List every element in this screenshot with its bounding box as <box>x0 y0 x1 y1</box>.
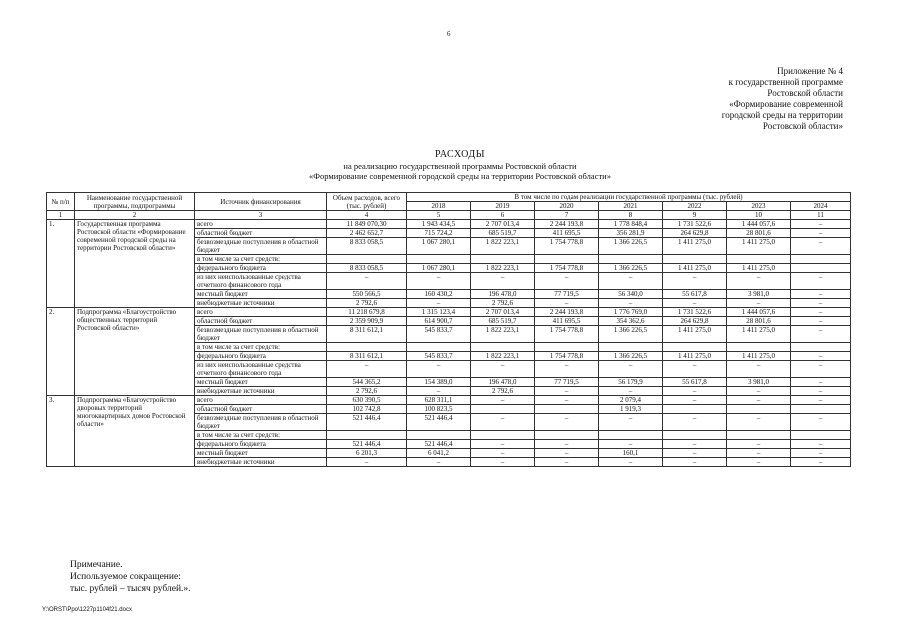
funding-source-cell: безвозмездные поступления в областной бюджет <box>195 414 327 431</box>
year-value-cell <box>663 405 727 414</box>
appendix-line: городской среды на территории <box>721 110 843 120</box>
appendix-line: к государственной программе <box>728 77 843 87</box>
note-line: Примечание. <box>70 560 123 570</box>
year-value-cell: 1 754 778,8 <box>535 264 599 273</box>
total-cell: – <box>327 361 407 378</box>
year-value-cell: – <box>727 414 791 431</box>
year-value-cell: 1 754 778,8 <box>535 238 599 255</box>
year-value-cell <box>791 255 851 264</box>
total-cell: 630 390,5 <box>327 396 407 405</box>
total-cell: 550 566,5 <box>327 290 407 299</box>
funding-source-cell: в том числе за счет средств: <box>195 255 327 264</box>
total-cell: 8 833 058,5 <box>327 238 407 255</box>
year-value-cell: – <box>663 440 727 449</box>
appendix-line: Ростовской области» <box>762 121 843 131</box>
year-value-cell: 160 430,2 <box>407 290 471 299</box>
year-value-cell: – <box>535 458 599 467</box>
year-value-cell: 1 822 223,1 <box>471 326 535 343</box>
year-value-cell <box>471 405 535 414</box>
year-value-cell: 3 981,0 <box>727 378 791 387</box>
year-value-cell: – <box>791 440 851 449</box>
year-value-cell: – <box>727 299 791 308</box>
year-value-cell: – <box>791 361 851 378</box>
year-value-cell: – <box>663 449 727 458</box>
year-value-cell: – <box>599 273 663 290</box>
year-value-cell: – <box>791 387 851 396</box>
total-cell: 102 742,8 <box>327 405 407 414</box>
note-block <box>70 559 191 595</box>
year-value-cell: 1 411 275,0 <box>663 352 727 361</box>
year-value-cell: – <box>727 387 791 396</box>
funding-source-cell: из них неиспользованные средства отчетного финансового года <box>195 273 327 290</box>
year-value-cell: – <box>791 290 851 299</box>
total-cell: 6 201,3 <box>327 449 407 458</box>
year-value-cell: – <box>791 238 851 255</box>
total-cell: 2 792,6 <box>327 299 407 308</box>
year-value-cell: – <box>663 299 727 308</box>
year-value-cell: 3 981,0 <box>727 290 791 299</box>
year-value-cell: 715 724,2 <box>407 229 471 238</box>
total-cell: 521 446,4 <box>327 414 407 431</box>
year-value-cell: 264 629,8 <box>663 317 727 326</box>
column-number: 11 <box>791 211 851 220</box>
year-value-cell: – <box>791 299 851 308</box>
year-value-cell: 196 478,0 <box>471 290 535 299</box>
year-value-cell: 354 362,6 <box>599 317 663 326</box>
year-value-cell <box>599 431 663 440</box>
year-value-cell: – <box>791 352 851 361</box>
year-value-cell: – <box>407 299 471 308</box>
year-value-cell: 77 719,5 <box>535 290 599 299</box>
funding-source-cell: местный бюджет <box>195 449 327 458</box>
column-number: 4 <box>327 211 407 220</box>
year-value-cell <box>663 255 727 264</box>
column-number: 1 <box>47 211 75 220</box>
total-cell <box>327 343 407 352</box>
year-value-cell: 1 315 123,4 <box>407 308 471 317</box>
year-value-cell <box>535 255 599 264</box>
funding-source-cell: областной бюджет <box>195 317 327 326</box>
table-row <box>47 396 851 405</box>
funding-source-cell: федерального бюджета <box>195 352 327 361</box>
program-name-cell: Подпрограмма «Благоустройство дворовых территорий многоквартирных домов Ростовской области» <box>75 396 195 467</box>
year-value-cell: 1 754 778,8 <box>535 352 599 361</box>
column-number: 9 <box>663 211 727 220</box>
total-cell: 521 446,4 <box>327 440 407 449</box>
year-value-cell: 545 833,7 <box>407 326 471 343</box>
year-value-cell: – <box>535 396 599 405</box>
year-value-cell: 1 776 769,0 <box>599 308 663 317</box>
column-number: 10 <box>727 211 791 220</box>
file-path: Y:\ORST\Ppo\1227p1104f21.docx <box>42 607 132 613</box>
funding-source-cell: безвозмездные поступления в областной бюджет <box>195 326 327 343</box>
year-value-cell: 1 444 057,6 <box>727 220 791 229</box>
year-value-cell: 1 411 275,0 <box>663 238 727 255</box>
year-value-cell: 685 519,7 <box>471 229 535 238</box>
year-value-cell: – <box>791 220 851 229</box>
year-value-cell: 1 411 275,0 <box>663 326 727 343</box>
year-value-cell: 1 366 226,5 <box>599 352 663 361</box>
year-value-cell: – <box>791 458 851 467</box>
year-value-cell: 56 340,0 <box>599 290 663 299</box>
funding-source-cell: местный бюджет <box>195 378 327 387</box>
table-row <box>47 220 851 229</box>
document-subtitle: на реализацию государственной программы Ростовской области <box>343 161 577 171</box>
year-value-cell: – <box>471 458 535 467</box>
year-value-cell: – <box>791 414 851 431</box>
total-cell: 2 359 909,9 <box>327 317 407 326</box>
funding-source-cell: федерального бюджета <box>195 440 327 449</box>
column-number: 8 <box>599 211 663 220</box>
funding-source-cell: внебюджетные источники <box>195 387 327 396</box>
year-value-cell: 55 617,8 <box>663 290 727 299</box>
column-number: 2 <box>75 211 195 220</box>
appendix-header <box>623 66 843 132</box>
total-cell: 11 218 679,8 <box>327 308 407 317</box>
year-value-cell: 1 444 057,6 <box>727 308 791 317</box>
appendix-line: Приложение № 4 <box>777 66 843 76</box>
year-value-cell: – <box>407 458 471 467</box>
title-block <box>240 148 680 181</box>
year-value-cell: 154 389,0 <box>407 378 471 387</box>
year-value-cell: – <box>471 414 535 431</box>
header-year: 2019 <box>471 202 535 211</box>
year-value-cell <box>663 343 727 352</box>
year-value-cell <box>471 255 535 264</box>
funding-source-cell: в том числе за счет средств: <box>195 431 327 440</box>
year-value-cell: 628 311,1 <box>407 396 471 405</box>
year-value-cell: – <box>407 387 471 396</box>
year-value-cell: 545 833,7 <box>407 352 471 361</box>
year-value-cell: 1 943 434,5 <box>407 220 471 229</box>
year-value-cell: – <box>535 387 599 396</box>
year-value-cell: 100 823,5 <box>407 405 471 414</box>
total-cell: 11 849 070,30 <box>327 220 407 229</box>
year-value-cell: 411 695,5 <box>535 317 599 326</box>
note-line: Используемое сокращение: <box>70 572 181 582</box>
year-value-cell <box>791 431 851 440</box>
expenses-table <box>46 192 851 467</box>
year-value-cell: – <box>727 440 791 449</box>
column-number: 3 <box>195 211 327 220</box>
year-value-cell: – <box>599 299 663 308</box>
header-year: 2021 <box>599 202 663 211</box>
year-value-cell: – <box>471 440 535 449</box>
year-value-cell: 2 792,6 <box>471 387 535 396</box>
year-value-cell: 1 411 275,0 <box>727 264 791 273</box>
year-value-cell: – <box>535 299 599 308</box>
funding-source-cell: всего <box>195 396 327 405</box>
year-value-cell: 1 366 226,5 <box>599 326 663 343</box>
year-value-cell: 1 822 223,1 <box>471 352 535 361</box>
header-num: № п/п <box>47 193 75 211</box>
funding-source-cell: областной бюджет <box>195 229 327 238</box>
row-number-cell: 1. <box>47 220 75 308</box>
year-value-cell: 264 629,8 <box>663 229 727 238</box>
document-title: РАСХОДЫ <box>435 149 485 160</box>
appendix-line: Ростовской области <box>767 88 843 98</box>
year-value-cell <box>727 431 791 440</box>
total-cell: 2 462 652,7 <box>327 229 407 238</box>
document-subtitle: «Формирование современной городской среды на территории Ростовской области» <box>309 171 611 181</box>
year-value-cell <box>663 431 727 440</box>
page-number: 6 <box>447 30 451 38</box>
year-value-cell: 411 695,5 <box>535 229 599 238</box>
year-value-cell <box>535 431 599 440</box>
year-value-cell <box>791 343 851 352</box>
year-value-cell: 1 067 280,1 <box>407 264 471 273</box>
year-value-cell: 6 041,2 <box>407 449 471 458</box>
year-value-cell: 1 366 226,5 <box>599 238 663 255</box>
year-value-cell: – <box>471 361 535 378</box>
year-value-cell <box>599 255 663 264</box>
year-value-cell: 56 179,9 <box>599 378 663 387</box>
year-value-cell: – <box>791 326 851 343</box>
year-value-cell: – <box>727 361 791 378</box>
year-value-cell: 2 707 013,4 <box>471 220 535 229</box>
total-cell: 544 365,2 <box>327 378 407 387</box>
year-value-cell: 1 919,3 <box>599 405 663 414</box>
year-value-cell: 1 754 778,8 <box>535 326 599 343</box>
year-value-cell: – <box>791 396 851 405</box>
year-value-cell: 1 822 223,1 <box>471 264 535 273</box>
year-value-cell: – <box>663 414 727 431</box>
header-year: 2020 <box>535 202 599 211</box>
year-value-cell: 2 079,4 <box>599 396 663 405</box>
year-value-cell: 685 519,7 <box>471 317 535 326</box>
year-value-cell <box>407 255 471 264</box>
year-value-cell: 1 411 275,0 <box>727 238 791 255</box>
header-total: Объем расходов, всего (тыс. рублей) <box>327 193 407 211</box>
year-value-cell: – <box>599 361 663 378</box>
funding-source-cell: всего <box>195 220 327 229</box>
year-value-cell: – <box>599 440 663 449</box>
row-number-cell: 2. <box>47 308 75 396</box>
year-value-cell: 1 822 223,1 <box>471 238 535 255</box>
funding-source-cell: из них неиспользованные средства отчетного финансового года <box>195 361 327 378</box>
year-value-cell: 1 778 848,4 <box>599 220 663 229</box>
total-cell: 2 792,6 <box>327 387 407 396</box>
total-cell <box>327 255 407 264</box>
funding-source-cell: федерального бюджета <box>195 264 327 273</box>
year-value-cell <box>727 405 791 414</box>
year-value-cell: – <box>599 414 663 431</box>
year-value-cell: 2 792,6 <box>471 299 535 308</box>
year-value-cell: 614 900,7 <box>407 317 471 326</box>
header-by-year: В том числе по годам реализации государственной программы (тыс. рублей) <box>407 193 851 202</box>
header-year: 2024 <box>791 202 851 211</box>
year-value-cell: 28 801,6 <box>727 229 791 238</box>
year-value-cell: – <box>663 361 727 378</box>
year-value-cell: 55 617,8 <box>663 378 727 387</box>
year-value-cell <box>791 405 851 414</box>
note-line: тыс. рублей – тысяч рублей.». <box>70 584 191 594</box>
funding-source-cell: безвозмездные поступления в областной бюджет <box>195 238 327 255</box>
year-value-cell: – <box>471 273 535 290</box>
year-value-cell: 1 411 275,0 <box>727 352 791 361</box>
year-value-cell: 2 244 193,8 <box>535 308 599 317</box>
year-value-cell: – <box>535 361 599 378</box>
appendix-line: «Формирование современной <box>729 99 843 109</box>
year-value-cell <box>599 343 663 352</box>
header-name: Наименование государственной программы, подпрограммы <box>75 193 195 211</box>
year-value-cell: – <box>663 396 727 405</box>
program-name-cell: Государственная программа Ростовской области «Формирование современной городской среды на территории Ростовской области» <box>75 220 195 308</box>
year-value-cell: – <box>535 273 599 290</box>
funding-source-cell: областной бюджет <box>195 405 327 414</box>
year-value-cell: 28 801,6 <box>727 317 791 326</box>
year-value-cell: 1 067 280,1 <box>407 238 471 255</box>
year-value-cell: – <box>663 273 727 290</box>
year-value-cell: – <box>727 449 791 458</box>
year-value-cell: 521 446,4 <box>407 414 471 431</box>
year-value-cell: – <box>791 449 851 458</box>
year-value-cell: – <box>535 440 599 449</box>
year-value-cell: 1 411 275,0 <box>663 264 727 273</box>
year-value-cell: 160,1 <box>599 449 663 458</box>
year-value-cell <box>471 343 535 352</box>
table-row <box>47 308 851 317</box>
year-value-cell <box>471 431 535 440</box>
year-value-cell: – <box>471 396 535 405</box>
year-value-cell: 1 366 226,5 <box>599 264 663 273</box>
header-year: 2022 <box>663 202 727 211</box>
year-value-cell: 1 411 275,0 <box>727 326 791 343</box>
year-value-cell: – <box>535 414 599 431</box>
year-value-cell: 2 244 193,8 <box>535 220 599 229</box>
column-numbers-row <box>47 211 851 220</box>
year-value-cell: – <box>791 273 851 290</box>
year-value-cell: – <box>471 449 535 458</box>
year-value-cell: 77 719,5 <box>535 378 599 387</box>
program-name-cell: Подпрограмма «Благоустройство общественных территорий Ростовской области» <box>75 308 195 396</box>
year-value-cell: 1 731 522,6 <box>663 308 727 317</box>
funding-source-cell: в том числе за счет средств: <box>195 343 327 352</box>
total-cell <box>327 431 407 440</box>
year-value-cell: – <box>727 273 791 290</box>
total-cell: 8 311 612,1 <box>327 326 407 343</box>
year-value-cell: – <box>727 458 791 467</box>
funding-source-cell: внебюджетные источники <box>195 458 327 467</box>
year-value-cell <box>535 405 599 414</box>
header-year: 2018 <box>407 202 471 211</box>
year-value-cell: – <box>535 449 599 458</box>
year-value-cell <box>727 255 791 264</box>
year-value-cell <box>407 431 471 440</box>
year-value-cell: – <box>407 273 471 290</box>
year-value-cell: – <box>599 387 663 396</box>
year-value-cell: 521 446,4 <box>407 440 471 449</box>
header-source: Источник финансирования <box>195 193 327 211</box>
year-value-cell: – <box>663 387 727 396</box>
funding-source-cell: местный бюджет <box>195 290 327 299</box>
header-year: 2023 <box>727 202 791 211</box>
year-value-cell: – <box>791 378 851 387</box>
total-cell: 8 311 612,1 <box>327 352 407 361</box>
year-value-cell: – <box>791 317 851 326</box>
total-cell: – <box>327 458 407 467</box>
funding-source-cell: всего <box>195 308 327 317</box>
table-body <box>47 220 851 467</box>
year-value-cell <box>407 343 471 352</box>
year-value-cell <box>791 264 851 273</box>
column-number: 5 <box>407 211 471 220</box>
year-value-cell: – <box>791 229 851 238</box>
year-value-cell: – <box>727 396 791 405</box>
year-value-cell: – <box>663 458 727 467</box>
year-value-cell <box>727 343 791 352</box>
total-cell: 8 833 058,5 <box>327 264 407 273</box>
total-cell: – <box>327 273 407 290</box>
column-number: 7 <box>535 211 599 220</box>
year-value-cell: 356 281,9 <box>599 229 663 238</box>
year-value-cell: 196 478,0 <box>471 378 535 387</box>
year-value-cell: 2 707 013,4 <box>471 308 535 317</box>
funding-source-cell: внебюджетные источники <box>195 299 327 308</box>
year-value-cell <box>535 343 599 352</box>
year-value-cell: 1 731 522,6 <box>663 220 727 229</box>
year-value-cell: – <box>407 361 471 378</box>
header-row <box>47 193 851 202</box>
column-number: 6 <box>471 211 535 220</box>
row-number-cell: 3. <box>47 396 75 467</box>
year-value-cell: – <box>599 458 663 467</box>
year-value-cell: – <box>791 308 851 317</box>
